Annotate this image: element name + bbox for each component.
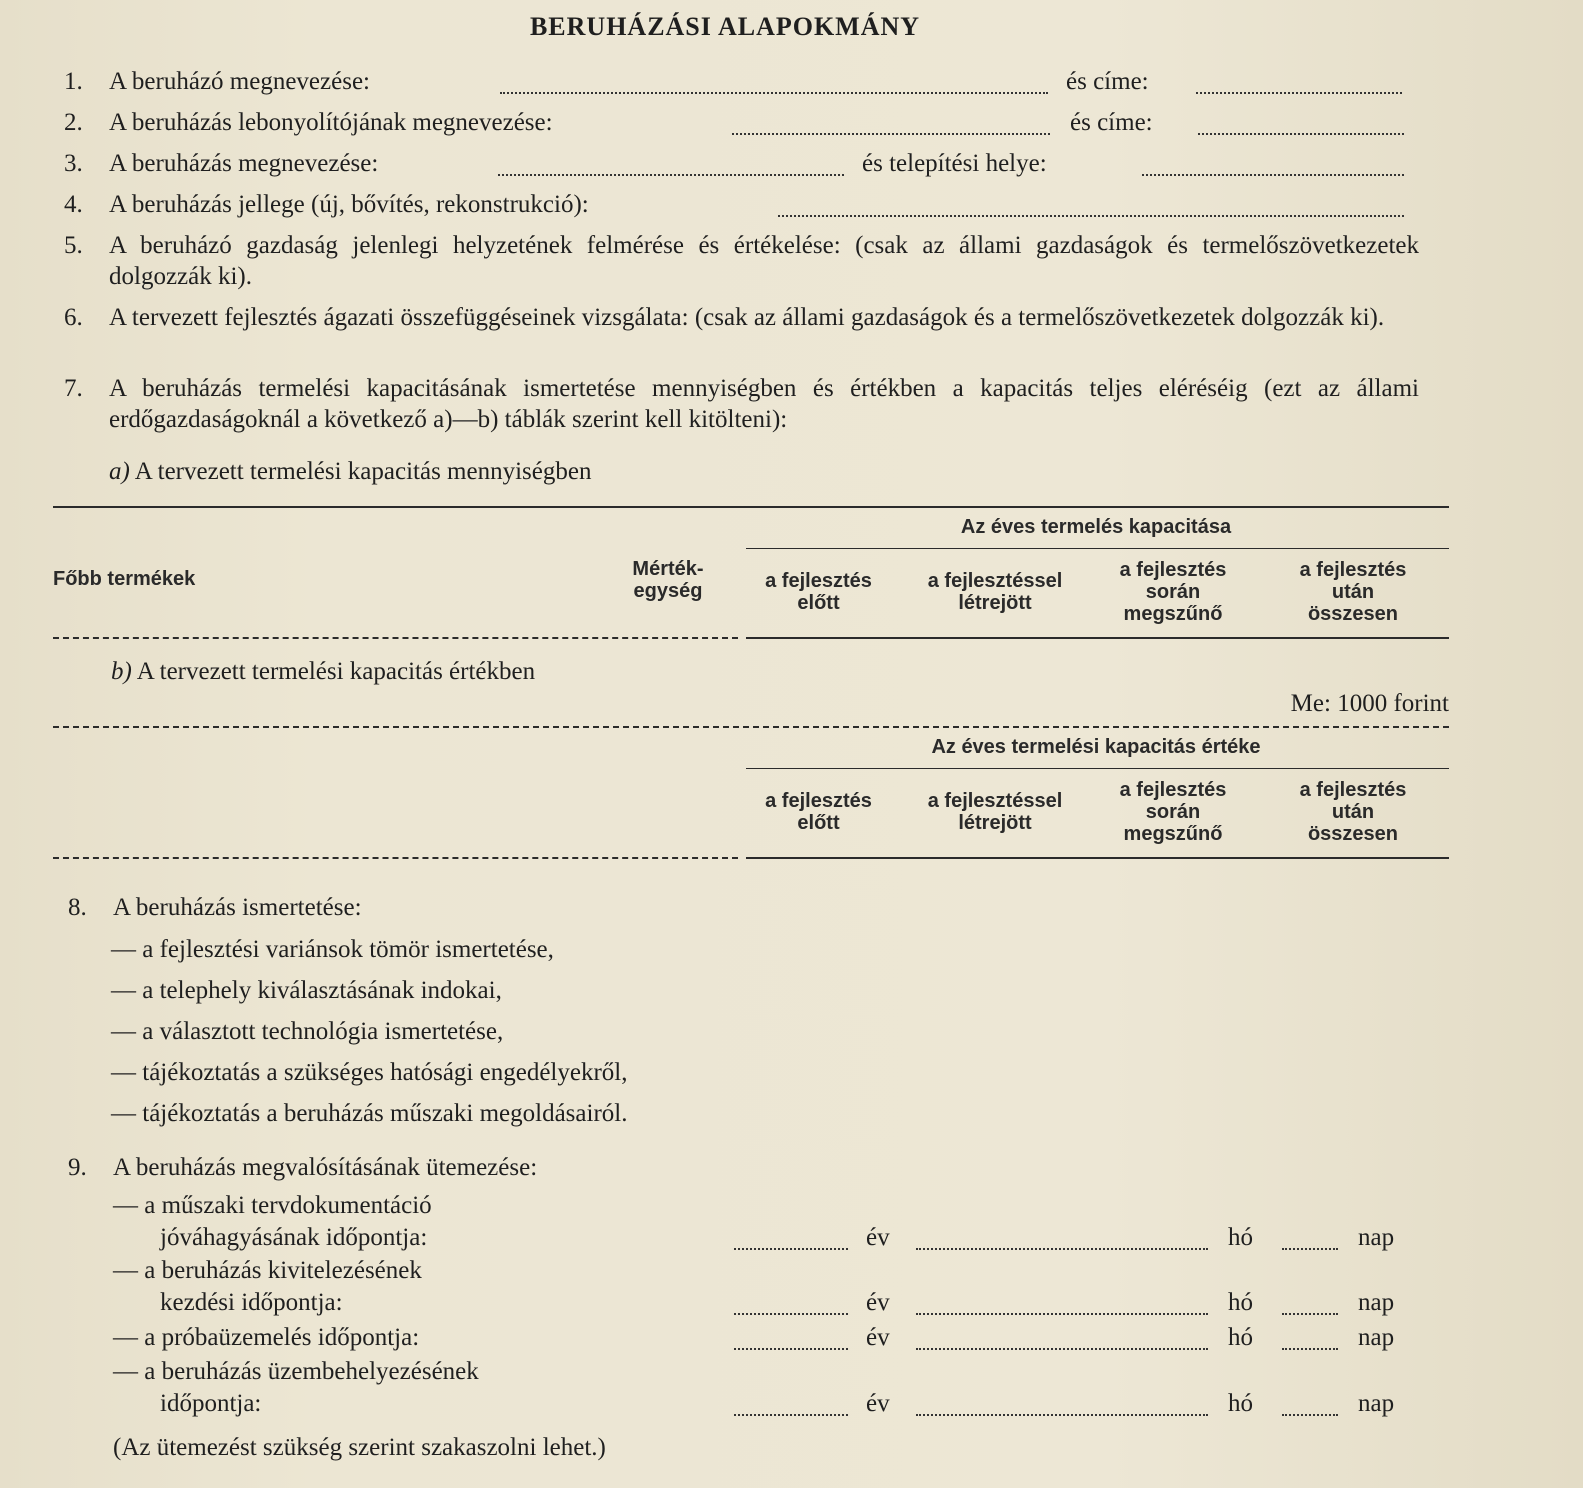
item-1 [64, 66, 83, 97]
year-label: év [866, 1324, 890, 1351]
fill-line[interactable] [732, 115, 1050, 135]
table-bottom-rule [746, 857, 1449, 859]
year-label: év [866, 1224, 890, 1251]
year-label: év [866, 1289, 890, 1316]
month-label: hó [1228, 1390, 1253, 1417]
unit-note: Me: 1000 forint [1290, 690, 1449, 717]
item-6 [64, 302, 1419, 333]
item-number: 7. [64, 375, 83, 402]
item-number: 6. [64, 304, 83, 331]
day-label: nap [1358, 1324, 1395, 1351]
group-header: Az éves termelés kapacitása [960, 516, 1232, 538]
item-3-number: 3. [64, 150, 83, 177]
item-2-number: 2. [64, 109, 83, 136]
col-line: létrejött [958, 592, 1032, 614]
month-label: hó [1228, 1324, 1253, 1351]
schedule-row-4-line2: időpontja: [160, 1390, 262, 1417]
item-4-text: A beruházás jellege (új, bővítés, rekonstrukció): [109, 191, 589, 218]
fill-line[interactable] [1142, 156, 1404, 176]
schedule-row-2-line2: kezdési időpontja: [160, 1289, 343, 1316]
caption-letter: b) [111, 658, 132, 685]
month-field[interactable] [916, 1330, 1208, 1350]
col-line: összesen [1307, 603, 1399, 625]
col-unit [598, 558, 738, 602]
day-label: nap [1358, 1289, 1395, 1316]
col-before [746, 570, 891, 614]
item-text: A tervezett fejlesztés ágazati összefüggéseinek vizsgálata: (csak az állami gazdaságok és a termelőszövetkezetek dolgozzák ki). [109, 304, 1385, 331]
list-item: — a fejlesztési variánsok tömör ismertetése, [111, 936, 554, 963]
col-line: összesen [1307, 823, 1399, 845]
list-item: — a telephely kiválasztásának indokai, [111, 977, 502, 1004]
schedule-row-1-line1: — a műszaki tervdokumentáció [113, 1192, 432, 1219]
item-7 [64, 373, 1419, 435]
table-bottom-rule [746, 637, 1449, 639]
day-label: nap [1358, 1390, 1395, 1417]
month-label: hó [1228, 1224, 1253, 1251]
col-line: után [1331, 581, 1375, 603]
item-number: 1. [64, 68, 83, 95]
col-line: a fejlesztés [1119, 559, 1227, 581]
item-text: A beruházás termelési kapacitásának ismertetése mennyiségben és értékben a kapacitás teljes eléréséig (ezt az állami erdőgazdaságoknál a következő a)—b) táblák szerint kell kitölteni): [109, 375, 1419, 433]
col-unit-line: egység [633, 580, 703, 602]
year-field[interactable] [734, 1396, 848, 1416]
col-before [746, 790, 891, 834]
list-item: — a választott technológia ismertetése, [111, 1018, 504, 1045]
col-line: a fejlesztéssel [927, 790, 1063, 812]
col-line: a fejlesztés [765, 570, 872, 592]
month-label: hó [1228, 1289, 1253, 1316]
table-top-rule [53, 506, 1449, 508]
item-1-text: A beruházó megnevezése: [109, 68, 370, 95]
item-1-mid: és címe: [1066, 68, 1149, 95]
table-b-caption [111, 656, 535, 687]
col-ceased [1093, 559, 1253, 625]
table-bottom-rule [53, 637, 738, 639]
group-header: Az éves termelési kapacitás értéke [931, 736, 1261, 758]
table-bottom-rule [53, 857, 738, 859]
fill-line[interactable] [778, 197, 1404, 217]
item-2-mid: és címe: [1070, 109, 1153, 136]
fill-line[interactable] [498, 156, 844, 176]
col-line: a fejlesztés [1119, 779, 1227, 801]
fill-line[interactable] [1198, 115, 1404, 135]
item-5 [64, 230, 1419, 292]
col-line: a fejlesztés [1299, 559, 1407, 581]
day-field[interactable] [1282, 1396, 1338, 1416]
caption-text: A tervezett termelési kapacitás mennyiségben [134, 458, 592, 485]
list-item: — tájékoztatás a beruházás műszaki megoldásairól. [111, 1100, 628, 1127]
item-9-text: A beruházás megvalósításának ütemezése: [113, 1154, 538, 1181]
col-products: Főbb termékek [53, 568, 196, 590]
item-text: A beruházó gazdaság jelenlegi helyzetének felmérése és értékelése: (csak az állami gazdaságok és termelőszövetkezetek dolgozzák ki). [109, 232, 1419, 290]
schedule-row-4-line1: — a beruházás üzembehelyezésének [113, 1358, 479, 1385]
item-8-number: 8. [68, 894, 87, 921]
list-item: — tájékoztatás a szükséges hatósági engedélyekről, [111, 1059, 628, 1086]
fill-line[interactable] [1196, 74, 1402, 94]
schedule-row-1-line2: jóváhagyásának időpontja: [160, 1224, 428, 1251]
col-line: során [1145, 581, 1201, 603]
day-label: nap [1358, 1224, 1395, 1251]
month-field[interactable] [916, 1295, 1208, 1315]
col-after [1263, 559, 1443, 625]
year-field[interactable] [734, 1330, 848, 1350]
group-rule [746, 548, 1449, 549]
col-line: a fejlesztéssel [927, 570, 1063, 592]
col-after [1263, 779, 1443, 845]
col-ceased [1093, 779, 1253, 845]
caption-text: A tervezett termelési kapacitás értékben [136, 658, 536, 685]
table-top-rule [53, 726, 1449, 728]
day-field[interactable] [1282, 1330, 1338, 1350]
item-3-mid: és telepítési helye: [862, 150, 1047, 177]
schedule-row-3-line1: — a próbaüzemelés időpontja: [113, 1324, 420, 1351]
day-field[interactable] [1282, 1230, 1338, 1250]
year-field[interactable] [734, 1230, 848, 1250]
col-line: során [1145, 801, 1201, 823]
item-9-number: 9. [68, 1154, 87, 1181]
col-line: előtt [797, 812, 840, 834]
col-line: megszűnő [1123, 823, 1223, 845]
col-line: megszűnő [1123, 603, 1223, 625]
schedule-row-2-line1: — a beruházás kivitelezésének [113, 1257, 422, 1284]
fill-line[interactable] [500, 74, 1048, 94]
group-rule [746, 768, 1449, 769]
document-title: BERUHÁZÁSI ALAPOKMÁNY [529, 12, 921, 41]
caption-letter: a) [109, 458, 130, 485]
table-a-caption [109, 456, 591, 487]
day-field[interactable] [1282, 1295, 1338, 1315]
item-number: 5. [64, 232, 83, 259]
col-created [905, 790, 1085, 834]
schedule-note: (Az ütemezést szükség szerint szakaszolni lehet.) [113, 1434, 606, 1461]
month-field[interactable] [916, 1230, 1208, 1250]
item-2-text: A beruházás lebonyolítójának megnevezése: [109, 109, 553, 136]
year-field[interactable] [734, 1295, 848, 1315]
col-line: előtt [797, 592, 840, 614]
col-line: a fejlesztés [1299, 779, 1407, 801]
col-created [905, 570, 1085, 614]
col-line: létrejött [958, 812, 1032, 834]
col-line: a fejlesztés [765, 790, 872, 812]
col-unit-line: Mérték- [632, 558, 704, 580]
year-label: év [866, 1390, 890, 1417]
col-line: után [1331, 801, 1375, 823]
item-3-text: A beruházás megnevezése: [109, 150, 379, 177]
item-8-text: A beruházás ismertetése: [113, 894, 362, 921]
item-4-number: 4. [64, 191, 83, 218]
month-field[interactable] [916, 1396, 1208, 1416]
